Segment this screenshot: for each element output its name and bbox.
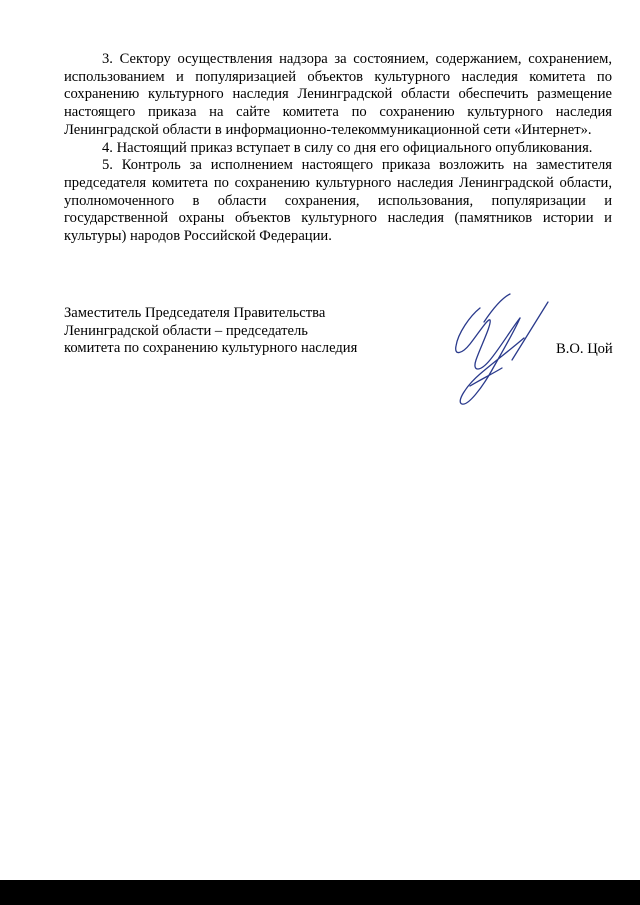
signatory-title-line-3: комитета по сохранению культурного наследия [64,340,358,357]
signatory-title-line-2: Ленинградской области – председатель [64,322,308,339]
signatory-name: В.О. Цой [556,341,613,357]
signatory-title-line-1: Заместитель Председателя Правительства [64,305,326,321]
handwritten-signature [440,288,555,413]
scan-bottom-edge [0,880,640,905]
paragraph-4: 4. Настоящий приказ вступает в силу со дня его официального опубликования. [102,139,593,156]
paragraph-5: 5. Контроль за исполнением настоящего приказа возложить на заместителя председателя комитета по сохранению культурного наследия Ленинградской области, уполномоченного в области сохранения, использования, популяризации и государственной охраны объектов культурного наследия (памятников истории и культуры) народов Российской Федерации. [64,157,612,245]
paragraph-3: 3. Сектору осуществления надзора за состоянием, содержанием, сохранением, использованием и популяризацией объектов культурного наследия комитета по сохранению культурного наследия Ленинградской области обеспечить размещение настоящего приказа на сайте комитета по сохранению культурного наследия Ленинградской области в информационно-телекоммуникационной сети «Интернет». [64,51,612,138]
signatory-title [64,305,357,358]
document-body [64,51,612,246]
